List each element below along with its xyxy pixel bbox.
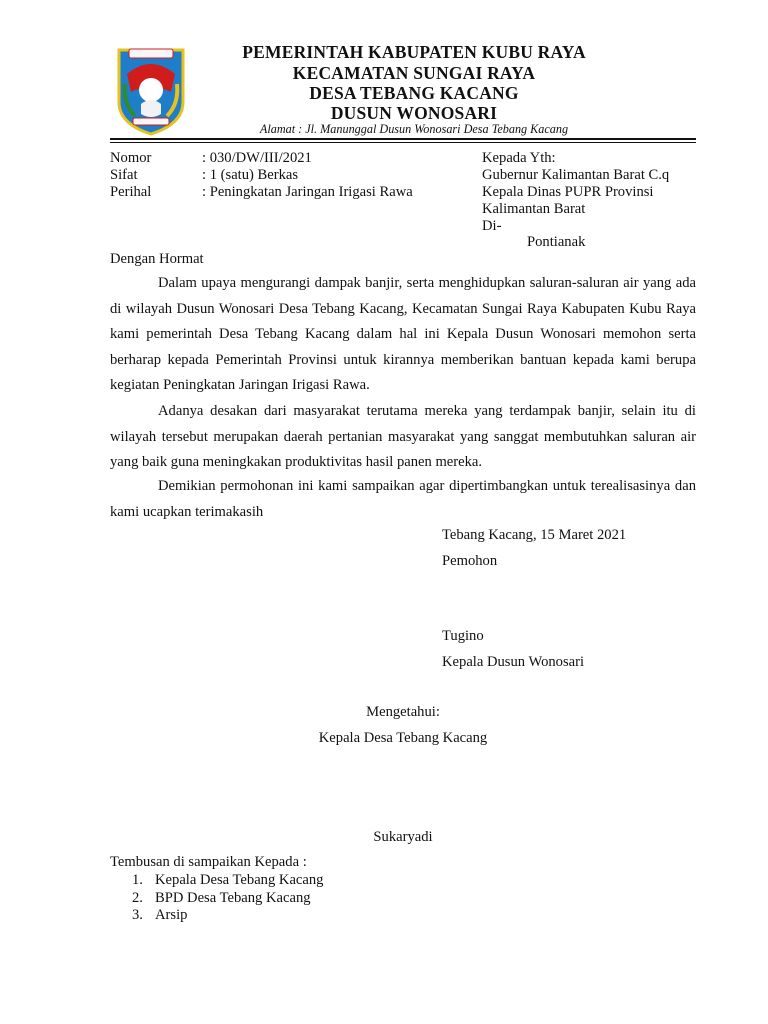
- meta-value-sifat: : 1 (satu) Berkas: [202, 167, 299, 183]
- body-paragraph-1-text: Dalam upaya mengurangi dampak banjir, serta menghidupkan saluran-saluran air yang ada di wilayah Dusun Wonosari Desa Tebang Kacang, Kecamatan Sungai Raya Kabupaten Kubu Raya kami pemerintah Desa Tebang Kacang dalam hal ini Kepala Dusun Wonosari memohon serta berharap kepada Pemerintah Provinsi untuk kirannya memberikan bantuan kepada kami berupa kegiatan Peningkatan Jaringan Irigasi Rawa.: [110, 275, 696, 393]
- signature-role: Pemohon: [442, 553, 498, 569]
- body-paragraph-3-text: Demikian permohonan ini kami sampaikan agar dipertimbangkan untuk terealisasinya dan kami ucapkan terimakasih: [110, 478, 696, 520]
- list-item-number: 2.: [132, 889, 143, 906]
- body-paragraph-2: [110, 399, 696, 476]
- kubu-raya-emblem-icon: [115, 44, 187, 136]
- signature-title: Kepala Dusun Wonosari: [442, 654, 585, 670]
- letterhead-line-3: DESA TEBANG KACANG: [309, 83, 519, 103]
- letterhead-address: Alamat : Jl. Manunggal Dusun Wonosari Desa Tebang Kacang: [259, 122, 569, 136]
- list-item-number: 1.: [132, 872, 143, 888]
- recipient-line-3: Kepala Dinas PUPR Provinsi: [482, 184, 654, 200]
- letterhead-line-2: KECAMATAN SUNGAI RAYA: [292, 63, 536, 83]
- meta-value-nomor: : 030/DW/III/2021: [202, 150, 312, 166]
- list-item-text: Arsip: [155, 907, 188, 923]
- recipient-line-5: Di-: [482, 218, 502, 234]
- letterhead-rule: [110, 138, 696, 140]
- cc-list: [110, 872, 323, 925]
- meta-value-perihal: : Peningkatan Jaringan Irigasi Rawa: [202, 184, 413, 200]
- list-item-text: BPD Desa Tebang Kacang: [155, 889, 311, 906]
- recipient-line-4: Kalimantan Barat: [482, 201, 586, 217]
- greeting: Dengan Hormat: [110, 251, 204, 267]
- list-item: [110, 907, 323, 925]
- letterhead-rule-thin: [110, 142, 696, 143]
- body-paragraph-3: [110, 474, 696, 525]
- list-item-number: 3.: [132, 907, 143, 923]
- list-item-text: Kepala Desa Tebang Kacang: [155, 872, 324, 888]
- meta-label-sifat: Sifat: [110, 167, 138, 183]
- recipient-line-1: Kepada Yth:: [482, 150, 556, 166]
- list-item: [110, 872, 323, 890]
- body-paragraph-1: [110, 271, 696, 399]
- recipient-line-2: Gubernur Kalimantan Barat C.q: [482, 167, 670, 183]
- signature-name: Tugino: [442, 628, 484, 644]
- signature-place-date: Tebang Kacang, 15 Maret 2021: [442, 527, 627, 543]
- cc-heading: Tembusan di sampaikan Kepada :: [110, 854, 307, 870]
- acknowledgement-name: Sukaryadi: [373, 829, 433, 845]
- body-paragraph-2-text: Adanya desakan dari masyarakat terutama mereka yang terdampak banjir, selain itu di wilayah tersebut merupakan daerah pertanian masyarakat yang sanggat membutuhkan saluran air yang baik guna meningkakan produktivitas hasil panen mereka.: [110, 403, 696, 470]
- letterhead-line-1: PEMERINTAH KABUPATEN KUBU RAYA: [242, 42, 586, 62]
- acknowledgement-label: Mengetahui:: [366, 704, 440, 720]
- meta-label-perihal: Perihal: [110, 184, 152, 200]
- list-item: [110, 890, 323, 908]
- meta-label-nomor: Nomor: [110, 150, 152, 166]
- recipient-line-6: Pontianak: [527, 234, 586, 250]
- acknowledgement-title: Kepala Desa Tebang Kacang: [318, 730, 488, 746]
- letterhead-line-4: DUSUN WONOSARI: [330, 103, 498, 123]
